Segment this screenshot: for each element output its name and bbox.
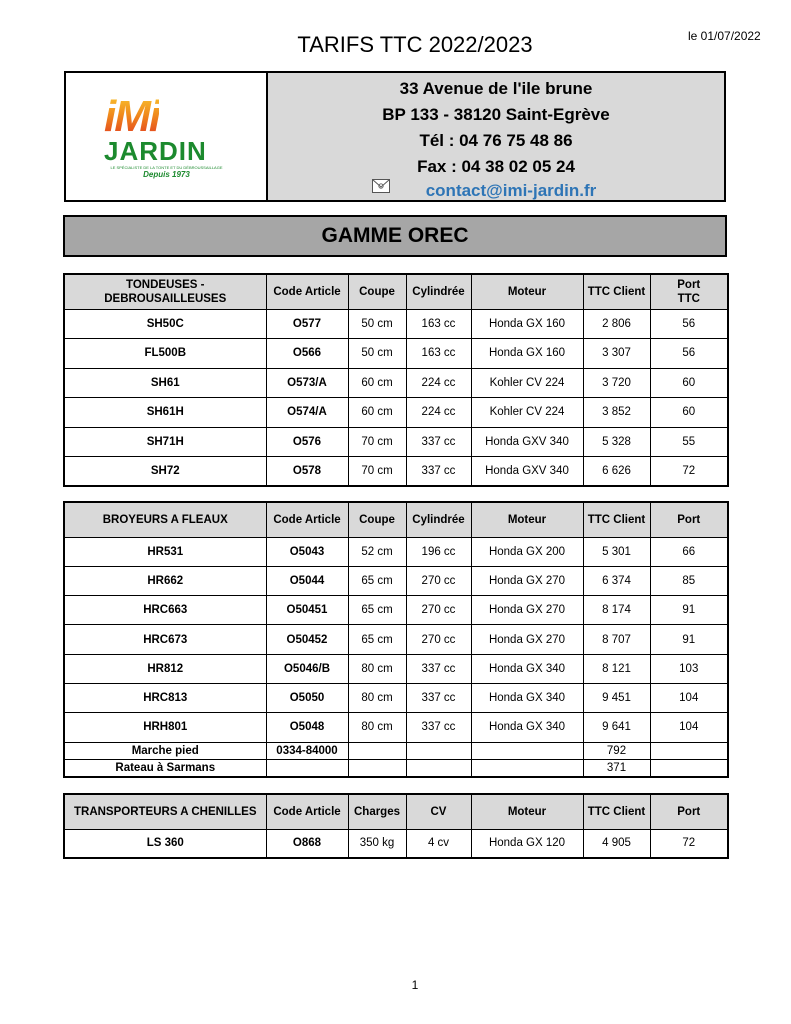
range-banner: GAMME OREC bbox=[63, 215, 727, 257]
table-row bbox=[64, 742, 728, 760]
cell-port: 56 bbox=[650, 339, 728, 369]
table-row bbox=[64, 713, 728, 742]
cell-spec2: 337 cc bbox=[406, 683, 471, 712]
table-row bbox=[64, 654, 728, 683]
email-link[interactable]: contact@imi-jardin.fr bbox=[425, 181, 597, 200]
cell-ttc: 8 174 bbox=[583, 596, 650, 625]
cell-spec1: 50 cm bbox=[348, 339, 406, 369]
cell-code: O5048 bbox=[266, 713, 348, 742]
cell-spec2: 4 cv bbox=[406, 829, 471, 858]
logo-brand: iMi bbox=[104, 92, 160, 141]
table-header-row bbox=[64, 502, 728, 537]
cell-ttc: 8 707 bbox=[583, 625, 650, 654]
header-coupe: Coupe bbox=[348, 274, 406, 309]
cell-moteur: Honda GX 270 bbox=[471, 625, 583, 654]
logo-tagline: LE SPÉCIALISTE DE LA TONTE ET DU DÉBROUSSAILLAGE bbox=[110, 165, 223, 170]
cell-moteur bbox=[471, 742, 583, 760]
cell-port: 60 bbox=[650, 398, 728, 428]
header-port: Port TTC bbox=[650, 274, 728, 309]
cell-code: O5043 bbox=[266, 537, 348, 566]
cell-spec2: 224 cc bbox=[406, 368, 471, 398]
cell-product: SH50C bbox=[64, 309, 266, 339]
cell-code: O577 bbox=[266, 309, 348, 339]
cell-spec1 bbox=[348, 760, 406, 778]
table-row bbox=[64, 339, 728, 369]
cell-port: 72 bbox=[650, 457, 728, 487]
table-row bbox=[64, 566, 728, 595]
cell-spec2: 337 cc bbox=[406, 713, 471, 742]
header-charges: Charges bbox=[348, 794, 406, 829]
cell-spec2: 163 cc bbox=[406, 339, 471, 369]
cell-code: O574/A bbox=[266, 398, 348, 428]
cell-port: 56 bbox=[650, 309, 728, 339]
cell-spec1: 70 cm bbox=[348, 457, 406, 487]
cell-product: Rateau à Sarmans bbox=[64, 760, 266, 778]
logo-since: Depuis 1973 bbox=[143, 170, 190, 179]
cell-product: SH61 bbox=[64, 368, 266, 398]
cell-ttc: 6 374 bbox=[583, 566, 650, 595]
cell-spec2: 337 cc bbox=[406, 427, 471, 457]
transporteurs-table bbox=[63, 793, 729, 859]
cell-spec1: 60 cm bbox=[348, 368, 406, 398]
table-row bbox=[64, 683, 728, 712]
cell-moteur: Honda GX 120 bbox=[471, 829, 583, 858]
document-date: le 01/07/2022 bbox=[688, 29, 761, 43]
cell-ttc: 4 905 bbox=[583, 829, 650, 858]
cell-port: 60 bbox=[650, 368, 728, 398]
cell-ttc: 3 307 bbox=[583, 339, 650, 369]
cell-moteur bbox=[471, 760, 583, 778]
cell-product: HR812 bbox=[64, 654, 266, 683]
broyeurs-table bbox=[63, 501, 729, 778]
logo bbox=[66, 73, 268, 200]
cell-ttc: 9 451 bbox=[583, 683, 650, 712]
address-line-2: BP 133 - 38120 Saint-Egrève bbox=[382, 105, 610, 124]
phone: Tél : 04 76 75 48 86 bbox=[419, 131, 573, 150]
table-header-row bbox=[64, 794, 728, 829]
cell-ttc: 371 bbox=[583, 760, 650, 778]
cell-product: LS 360 bbox=[64, 829, 266, 858]
table-row bbox=[64, 427, 728, 457]
cell-port: 66 bbox=[650, 537, 728, 566]
cell-moteur: Honda GX 160 bbox=[471, 339, 583, 369]
logo-sub: JARDIN bbox=[104, 136, 207, 166]
cell-port bbox=[650, 742, 728, 760]
page-number: 1 bbox=[411, 978, 419, 992]
header-moteur: Moteur bbox=[471, 502, 583, 537]
cell-moteur: Honda GX 270 bbox=[471, 566, 583, 595]
header-ttc: TTC Client bbox=[583, 794, 650, 829]
cell-product: SH72 bbox=[64, 457, 266, 487]
cell-spec2: 270 cc bbox=[406, 566, 471, 595]
cell-product: HRC813 bbox=[64, 683, 266, 712]
cell-spec1: 65 cm bbox=[348, 596, 406, 625]
cell-port: 91 bbox=[650, 596, 728, 625]
cell-ttc: 6 626 bbox=[583, 457, 650, 487]
cell-moteur: Kohler CV 224 bbox=[471, 368, 583, 398]
cell-ttc: 3 852 bbox=[583, 398, 650, 428]
cell-code bbox=[266, 760, 348, 778]
table-row bbox=[64, 309, 728, 339]
cell-moteur: Honda GX 200 bbox=[471, 537, 583, 566]
header-block bbox=[64, 71, 726, 202]
table-header-row bbox=[64, 274, 728, 309]
page-title: TARIFS TTC 2022/2023 bbox=[297, 32, 533, 57]
cell-code: O50452 bbox=[266, 625, 348, 654]
email-line bbox=[268, 181, 724, 201]
cell-spec1: 80 cm bbox=[348, 713, 406, 742]
table-row bbox=[64, 829, 728, 858]
cell-spec1: 70 cm bbox=[348, 427, 406, 457]
cell-product: SH71H bbox=[64, 427, 266, 457]
header-moteur: Moteur bbox=[471, 274, 583, 309]
header-port: Port bbox=[650, 502, 728, 537]
cell-spec2 bbox=[406, 760, 471, 778]
table-row bbox=[64, 457, 728, 487]
cell-spec1: 50 cm bbox=[348, 309, 406, 339]
cell-product: HR531 bbox=[64, 537, 266, 566]
cell-code: O50451 bbox=[266, 596, 348, 625]
cell-port: 72 bbox=[650, 829, 728, 858]
cell-spec1: 80 cm bbox=[348, 683, 406, 712]
cell-spec1: 65 cm bbox=[348, 566, 406, 595]
cell-code: O576 bbox=[266, 427, 348, 457]
header-port: Port bbox=[650, 794, 728, 829]
cell-code: O578 bbox=[266, 457, 348, 487]
cell-product: HRC673 bbox=[64, 625, 266, 654]
cell-port: 85 bbox=[650, 566, 728, 595]
header-ttc: TTC Client bbox=[583, 502, 650, 537]
table-row bbox=[64, 368, 728, 398]
cell-port: 91 bbox=[650, 625, 728, 654]
cell-code: O566 bbox=[266, 339, 348, 369]
table-row bbox=[64, 760, 728, 778]
cell-port: 103 bbox=[650, 654, 728, 683]
header-coupe: Coupe bbox=[348, 502, 406, 537]
header-code: Code Article bbox=[266, 794, 348, 829]
header-ttc: TTC Client bbox=[583, 274, 650, 309]
header-product: BROYEURS A FLEAUX bbox=[64, 502, 266, 537]
cell-ttc: 5 301 bbox=[583, 537, 650, 566]
cell-port: 104 bbox=[650, 683, 728, 712]
cell-moteur: Honda GX 160 bbox=[471, 309, 583, 339]
header-cv: CV bbox=[406, 794, 471, 829]
header-code: Code Article bbox=[266, 274, 348, 309]
cell-ttc: 2 806 bbox=[583, 309, 650, 339]
table-row bbox=[64, 537, 728, 566]
cell-ttc: 5 328 bbox=[583, 427, 650, 457]
cell-spec1: 80 cm bbox=[348, 654, 406, 683]
cell-spec2: 270 cc bbox=[406, 625, 471, 654]
cell-ttc: 792 bbox=[583, 742, 650, 760]
cell-spec2: 224 cc bbox=[406, 398, 471, 428]
cell-moteur: Honda GX 340 bbox=[471, 713, 583, 742]
cell-code: 0334-84000 bbox=[266, 742, 348, 760]
cell-spec1: 52 cm bbox=[348, 537, 406, 566]
cell-moteur: Honda GX 270 bbox=[471, 596, 583, 625]
address-line-1: 33 Avenue de l'ile brune bbox=[399, 79, 593, 98]
cell-port: 104 bbox=[650, 713, 728, 742]
cell-product: HR662 bbox=[64, 566, 266, 595]
cell-spec2: 337 cc bbox=[406, 457, 471, 487]
cell-spec2: 337 cc bbox=[406, 654, 471, 683]
header-cylindree: Cylindrée bbox=[406, 274, 471, 309]
cell-port: 55 bbox=[650, 427, 728, 457]
table-row bbox=[64, 625, 728, 654]
cell-ttc: 3 720 bbox=[583, 368, 650, 398]
cell-code: O868 bbox=[266, 829, 348, 858]
cell-product: HRC663 bbox=[64, 596, 266, 625]
cell-code: O5046/B bbox=[266, 654, 348, 683]
cell-product: SH61H bbox=[64, 398, 266, 428]
cell-product: FL500B bbox=[64, 339, 266, 369]
cell-moteur: Honda GXV 340 bbox=[471, 457, 583, 487]
cell-spec2: 196 cc bbox=[406, 537, 471, 566]
cell-code: O573/A bbox=[266, 368, 348, 398]
tondeuses-table bbox=[63, 273, 729, 487]
header-product: TRANSPORTEURS A CHENILLES bbox=[64, 794, 266, 829]
cell-moteur: Kohler CV 224 bbox=[471, 398, 583, 428]
table-row bbox=[64, 398, 728, 428]
contact-block bbox=[268, 73, 724, 200]
cell-product: HRH801 bbox=[64, 713, 266, 742]
cell-ttc: 8 121 bbox=[583, 654, 650, 683]
cell-spec1: 60 cm bbox=[348, 398, 406, 428]
table-row bbox=[64, 596, 728, 625]
cell-code: O5050 bbox=[266, 683, 348, 712]
cell-moteur: Honda GXV 340 bbox=[471, 427, 583, 457]
cell-ttc: 9 641 bbox=[583, 713, 650, 742]
fax: Fax : 04 38 02 05 24 bbox=[417, 157, 575, 176]
header-code: Code Article bbox=[266, 502, 348, 537]
cell-spec2: 163 cc bbox=[406, 309, 471, 339]
cell-spec1: 350 kg bbox=[348, 829, 406, 858]
cell-moteur: Honda GX 340 bbox=[471, 654, 583, 683]
cell-spec2: 270 cc bbox=[406, 596, 471, 625]
cell-code: O5044 bbox=[266, 566, 348, 595]
cell-port bbox=[650, 760, 728, 778]
header-moteur: Moteur bbox=[471, 794, 583, 829]
header-cylindree: Cylindrée bbox=[406, 502, 471, 537]
cell-spec1: 65 cm bbox=[348, 625, 406, 654]
header-product: TONDEUSES - DEBROUSAILLEUSES bbox=[64, 274, 266, 309]
cell-spec2 bbox=[406, 742, 471, 760]
cell-spec1 bbox=[348, 742, 406, 760]
cell-product: Marche pied bbox=[64, 742, 266, 760]
cell-moteur: Honda GX 340 bbox=[471, 683, 583, 712]
